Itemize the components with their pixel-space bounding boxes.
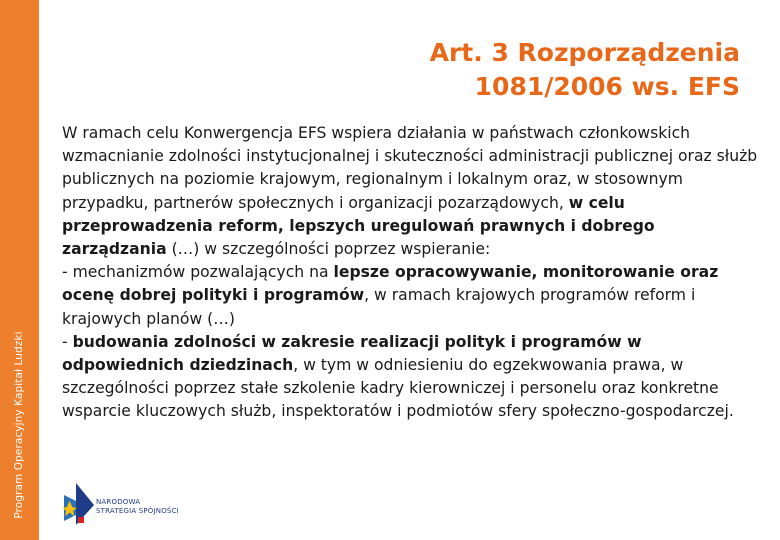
body-segment: , w tym w odniesieniu do egzekwowania prawa, w szczególności poprzez stałe szkolenie kadry kierowniczej i personelu oraz konkretne wsparcie kluczowych służb, inspektoratów i podmiotów sfery społeczno-gospodarczej.: [62, 356, 734, 421]
body-emphasis: budowania zdolności w zakresie realizacji polityk i programów w odpowiednich dziedzinach: [62, 332, 642, 375]
body-emphasis: w celu przeprowadzenia reform, lepszych uregulowań prawnych i dobrego zarządzania: [62, 193, 655, 259]
nss-logo: [62, 481, 202, 527]
sidebar-program-name: Program Operacyjny Kapitał Ludzki: [13, 331, 25, 519]
title-line-2: 1081/2006 ws. EFS: [474, 72, 740, 101]
body-segment: - mechanizmów pozwalających na: [62, 263, 334, 282]
logo-line-1: NARODOWA: [96, 498, 141, 506]
nss-logo-text: [96, 498, 179, 516]
logo-line-2: STRATEGIA SPÓJNOŚCI: [96, 507, 179, 515]
page-title: [220, 36, 740, 104]
body-segment: , w ramach krajowych programów reform i krajowych planów (…): [62, 286, 696, 328]
body-text: [62, 122, 762, 424]
nss-logo-mark-icon: [62, 481, 96, 527]
body-segment: -: [62, 332, 73, 351]
sidebar-band: [0, 0, 39, 540]
body-segment: W ramach celu Konwergencja EFS wspiera działania w państwach członkowskich wzmacnianie zdolności instytucjonalnej i skuteczności administracji publicznej oraz służb publicznych na poziomie krajowym, regionalnym i lokalnym oraz, w stosownym przypadku, partnerów społecznych i organizacji pozarządowych,: [62, 124, 758, 212]
body-segment: (…) w szczególności poprzez wspieranie:: [166, 240, 491, 259]
body-emphasis: lepsze opracowywanie, monitorowanie oraz ocenę dobrej polityki i programów: [62, 263, 719, 305]
title-line-1: Art. 3 Rozporządzenia: [429, 38, 740, 67]
